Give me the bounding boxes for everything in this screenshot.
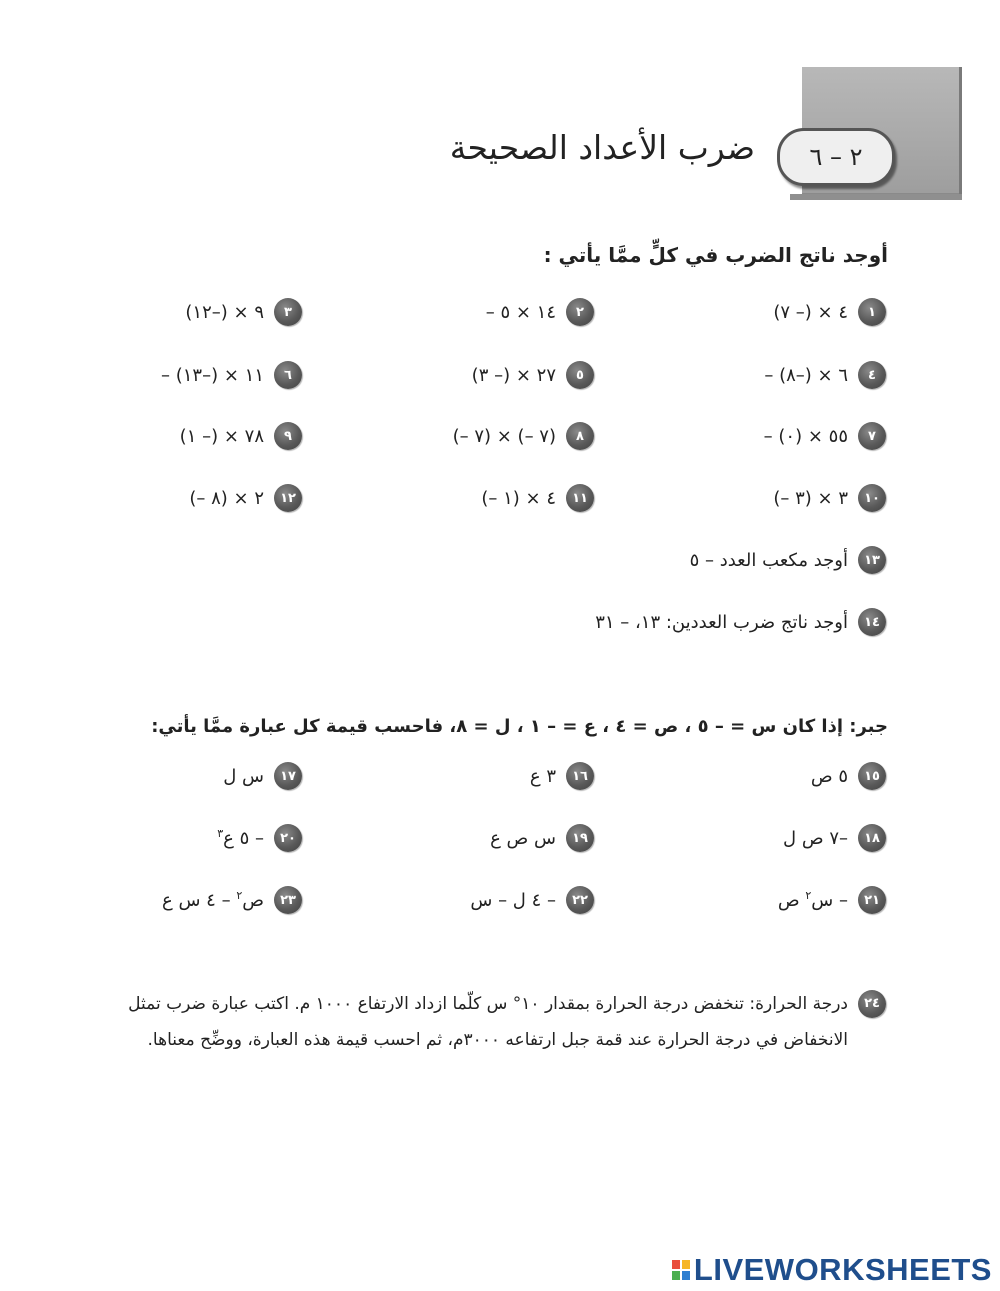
exercise-item [490,824,594,852]
exercise-expression: (– ٨) × ٢ [189,487,264,509]
exercise-expression: (– ٧) × (– ٧) [452,425,556,447]
exercise-item [595,608,886,636]
exercise-number-badge: ١٣ [858,546,886,574]
exercise-item [180,422,302,450]
exercise-number-badge: ٢١ [858,886,886,914]
exponent: ٢ [236,889,243,902]
exercise-expression: – ٤ ل – س [470,889,556,911]
exercise-item [764,361,886,389]
expr-part-a: ص [242,890,264,911]
exercise-number-badge: ٢٢ [566,886,594,914]
page-title: ضرب الأعداد الصحيحة [449,128,755,167]
exercise-number-badge: ٥ [566,361,594,389]
exercise-expression [778,889,848,911]
exercise-item [764,422,886,450]
exercise-expression: ٣ ع [529,765,556,787]
exercise-item [189,484,302,512]
lesson-number: ٢ – ٦ [809,143,863,171]
exercise-number-badge: ٤ [858,361,886,389]
word-problem-row [86,986,886,1058]
exercise-number-badge: ٢٣ [274,886,302,914]
exercise-number-badge: ٦ [274,361,302,389]
exercise-expression: – ١٤ × ٥ [485,301,556,323]
exercise-text: أوجد ناتج ضرب العددين: ١٣، – ٣١ [595,611,848,633]
exercise-item [773,484,886,512]
exercise-expression: س ل [223,765,264,787]
exercise-item [783,824,886,852]
exercise-number-badge: ١٥ [858,762,886,790]
exponent: ٢ [805,889,812,902]
exercise-expression: (– ٣) × ٣ [773,487,848,509]
exercise-number-badge: ١٦ [566,762,594,790]
exercise-item [453,422,594,450]
liveworksheets-logo [672,1252,992,1288]
exercise-number-badge: ١٧ [274,762,302,790]
word-problem-line: الانخفاض في درجة الحرارة عند قمة جبل ارتفاعه ٣٠٠٠م، ثم احسب قيمة هذه العبارة، ووضِّح معناها. [147,1030,848,1050]
expr-base: – ٥ ع [223,828,264,849]
exercise-expression: ٥ ص [810,765,848,787]
exercise-item [486,298,594,326]
header-divider [790,194,962,200]
exercise-expression [217,827,264,849]
exercise-number-badge: ١٠ [858,484,886,512]
exercise-number-badge: ١٤ [858,608,886,636]
section2-instruction: جبر: إذا كان س = – ٥ ، ص = ٤ ، ع = – ١ ، ل = ٨، فاحسب قيمة كل عبارة ممَّا يأتي: [151,716,888,737]
exercise-item [217,824,302,852]
exercise-expression: – ٦ × (–٨) [764,364,848,386]
exponent: ٣ [217,827,224,840]
exercise-expression [162,889,264,911]
exercise-text: أوجد مكعب العدد – ٥ [689,549,848,571]
exercise-expression: س ص ع [490,827,556,849]
exercise-number-badge: ٣ [274,298,302,326]
exercise-number-badge: ٩ [274,422,302,450]
exercise-item [162,886,302,914]
logo-text: LIVEWORKSHEETS [693,1252,992,1287]
exercise-item [185,298,302,326]
exercise-expression: ٩ × (–١٢) [185,301,264,323]
exercise-expression: – ٥٥ × (٠) [763,425,848,447]
expr-part-b: – ٤ س ع [162,890,231,911]
exercise-expression: (– ١) × ٤ [481,487,556,509]
expr-part-b: ص [777,890,800,911]
word-problem [86,986,886,1058]
logo-mark-icon [672,1260,690,1280]
word-problem-text [128,986,848,1058]
exercise-number-badge: ١٩ [566,824,594,852]
section1-instruction: أوجد ناتج الضرب في كلٍّ ممَّا يأتي : [543,243,888,267]
exercise-number-badge: ٢٠ [274,824,302,852]
exercise-item [773,298,886,326]
exercise-expression: ٤ × (– ٧) [773,301,848,323]
exercise-number-badge: ٨ [566,422,594,450]
exercise-number-badge: ٢٤ [858,990,886,1018]
exercise-item [481,484,594,512]
word-problem-line: درجة الحرارة: تنخفض درجة الحرارة بمقدار ١٠° س كلّما ازداد الارتفاع ١٠٠٠ م. اكتب عبارة ضرب تمثل [128,994,848,1014]
exercise-expression: – ١١ × (–١٣) [160,364,264,386]
exercise-number-badge: ١١ [566,484,594,512]
exercise-expression: –٧ ص ل [783,827,848,849]
exercise-number-badge: ١٨ [858,824,886,852]
exercise-item [530,762,594,790]
exercise-number-badge: ١ [858,298,886,326]
exercise-item [690,546,886,574]
exercise-item [778,886,886,914]
exercise-item [161,361,302,389]
lesson-number-badge [777,128,895,186]
exercise-item [472,361,594,389]
exercise-item [470,886,594,914]
exercise-expression: ٧٨ × (– ١) [179,425,264,447]
exercise-number-badge: ٢ [566,298,594,326]
exercise-number-badge: ٧ [858,422,886,450]
exercise-item [223,762,302,790]
expr-part-a: – س [811,890,848,911]
exercise-expression: ٢٧ × (– ٣) [471,364,556,386]
exercise-item [811,762,886,790]
exercise-number-badge: ١٢ [274,484,302,512]
